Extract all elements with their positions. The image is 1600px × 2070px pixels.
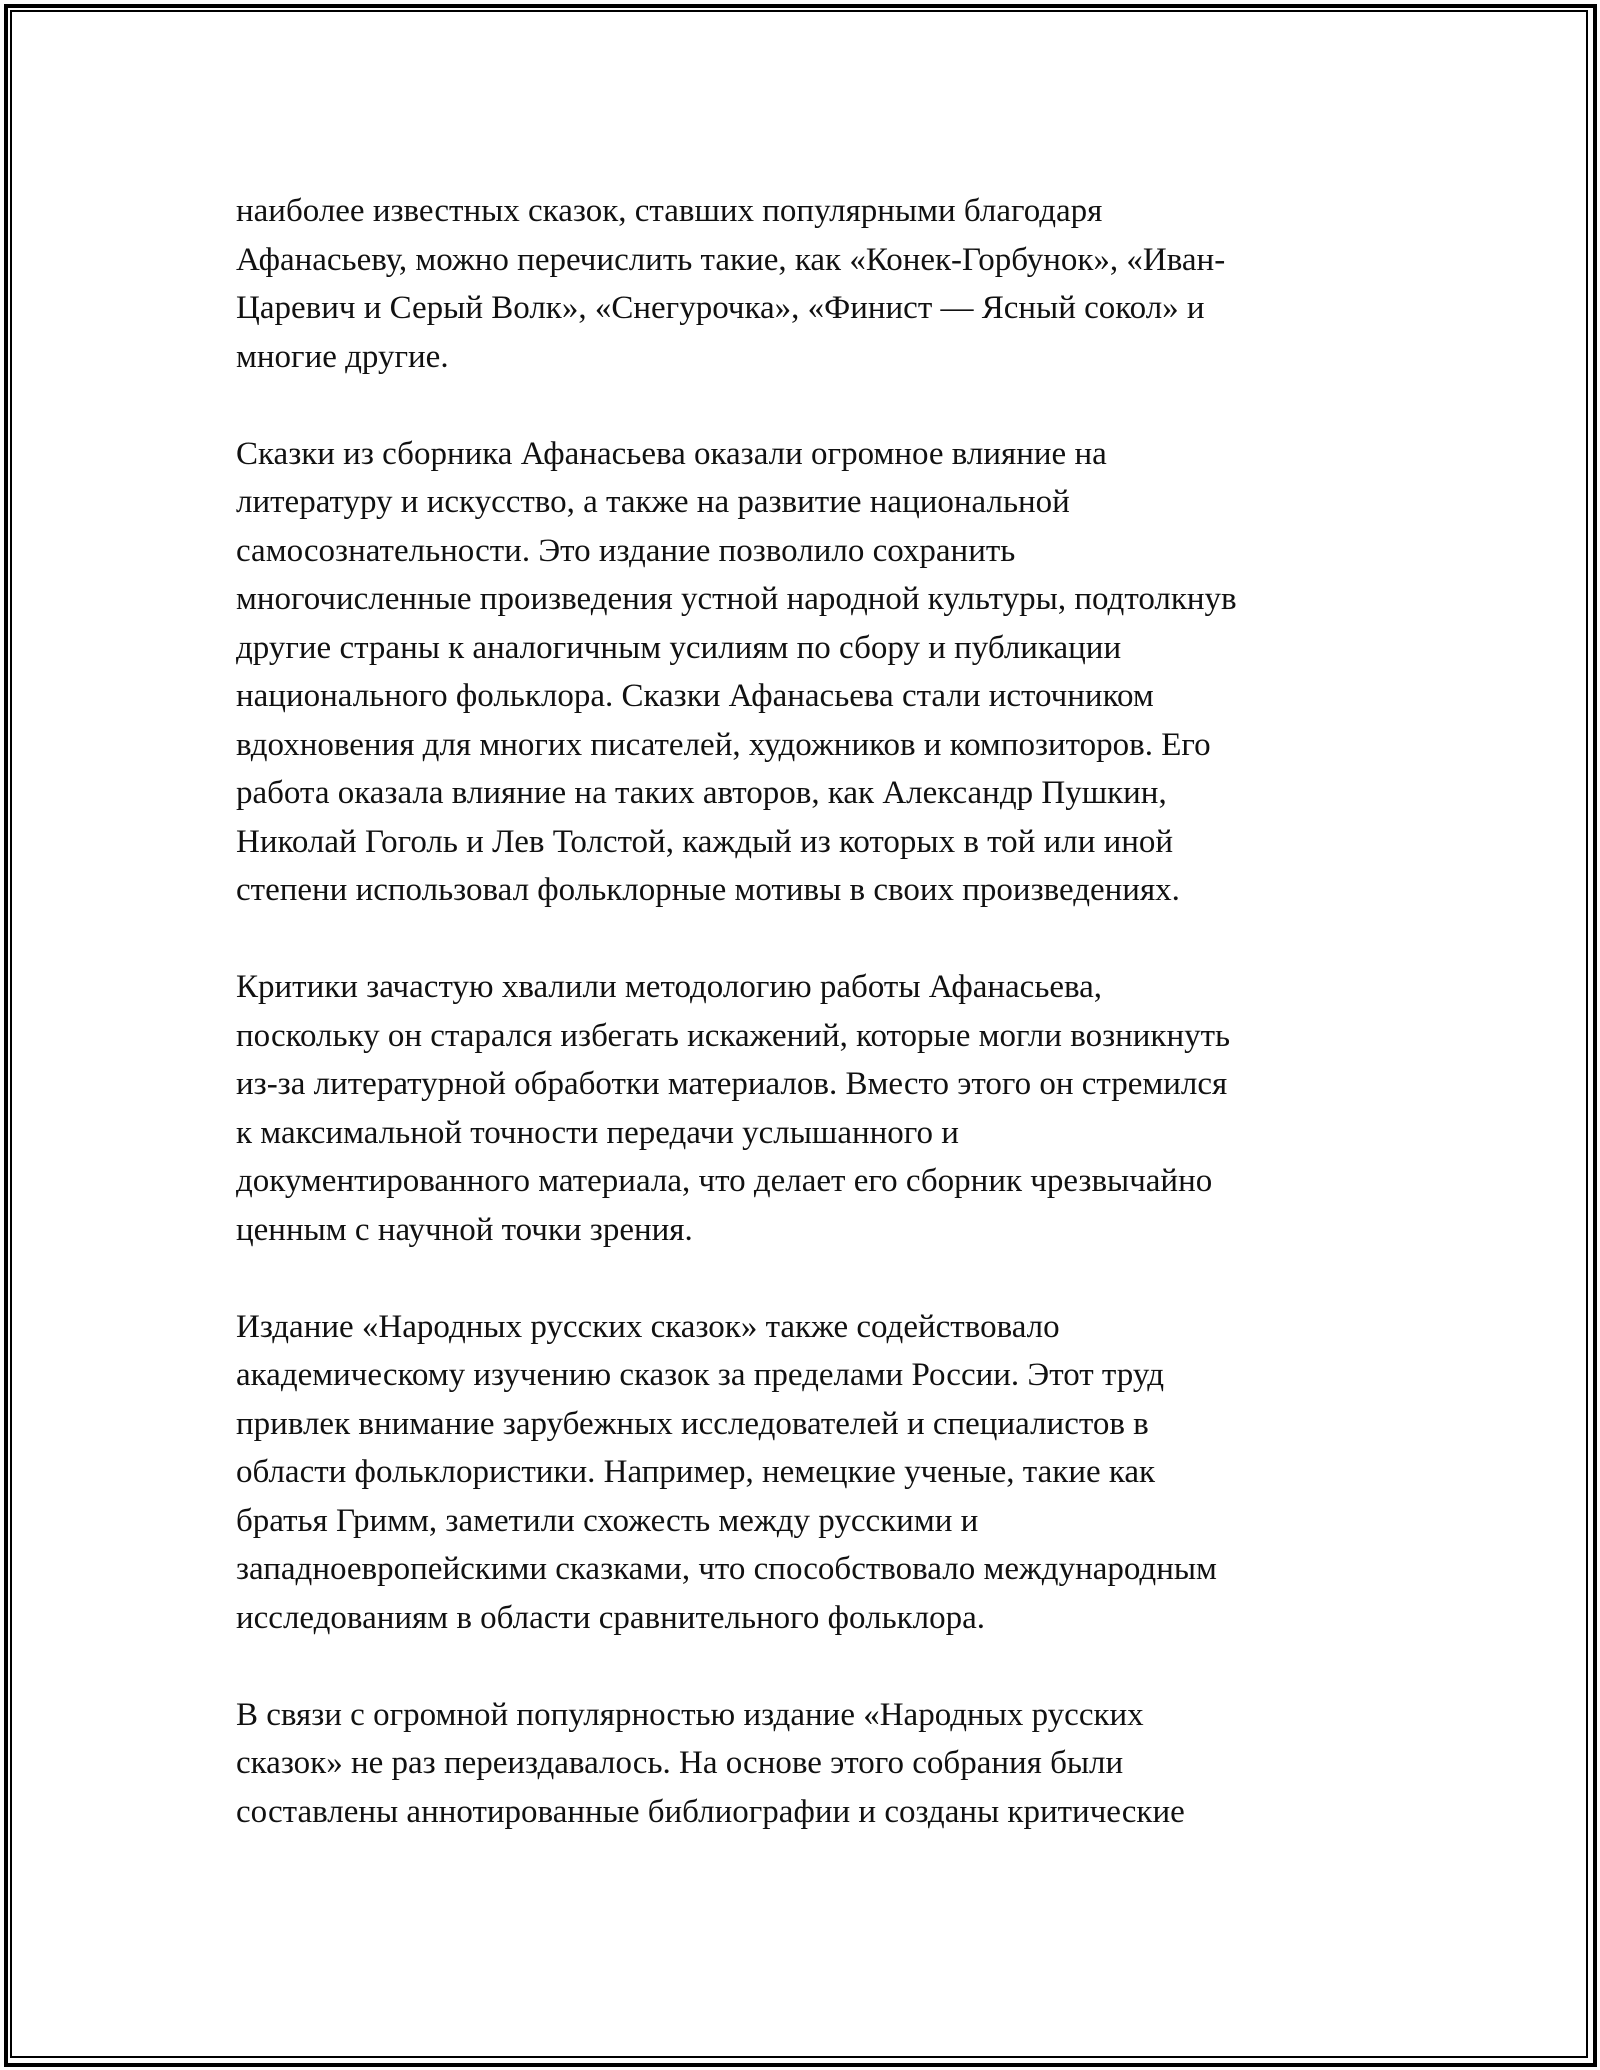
text-line: Сказки из сборника Афанасьева оказали огромное влияние на (236, 435, 1107, 472)
text-line: привлек внимание зарубежных исследователей и специалистов в (236, 1405, 1149, 1442)
text-line: В связи с огромной популярностью издание «Народных русских (236, 1696, 1144, 1733)
text-line: ценным с научной точки зрения. (236, 1211, 693, 1248)
paragraph-spacer (236, 381, 1366, 430)
paragraph-spacer (236, 1642, 1366, 1691)
document-body (236, 187, 1366, 1836)
text-line: национального фольклора. Сказки Афанасьева стали источником (236, 678, 1154, 714)
text-line: братья Гримм, заметили схожесть между русскими и (236, 1502, 979, 1539)
text-line: литературу и искусство, а также на развитие национальной (236, 484, 1070, 520)
text-line: многие другие. (236, 338, 449, 375)
text-line: области фольклористики. Например, немецкие ученые, такие как (236, 1454, 1156, 1490)
text-line: исследованиям в области сравнительного фольклора. (236, 1599, 986, 1636)
text-line: степени использовал фольклорные мотивы в своих произведениях. (236, 872, 1180, 908)
text-line: вдохновения для многих писателей, художников и композиторов. Его (236, 726, 1211, 763)
text-line: академическому изучению сказок за пределами России. Этот труд (236, 1357, 1165, 1393)
text-line: поскольку он старался избегать искажений, которые могли возникнуть (236, 1017, 1231, 1054)
paragraph-1 (236, 187, 1366, 381)
text-line: Николай Гоголь и Лев Толстой, каждый из которых в той или иной (236, 823, 1174, 860)
text-line: к максимальной точности передачи услышанного и (236, 1114, 959, 1151)
text-line: наиболее известных сказок, ставших популярными благодаря (236, 193, 1103, 229)
text-line: Издание «Народных русских сказок» также содействовало (236, 1308, 1060, 1345)
text-line: Царевич и Серый Волк», «Снегурочка», «Финист — Ясный сокол» и (236, 290, 1205, 326)
text-line: другие страны к аналогичным усилиям по сбору и публикации (236, 629, 1122, 666)
text-line: многочисленные произведения устной народной культуры, подтолкнув (236, 581, 1237, 617)
text-line: составлены аннотированные библиографии и созданы критические (236, 1793, 1185, 1830)
paragraph-spacer (236, 915, 1366, 964)
text-line: из-за литературной обработки материалов. Вместо этого он стремился (236, 1066, 1228, 1102)
text-line: Афанасьеву, можно перечислить такие, как «Конек-Горбунок», «Иван- (236, 241, 1226, 278)
text-line: западноевропейскими сказками, что способствовало международным (236, 1551, 1217, 1587)
text-line: Критики зачастую хвалили методологию работы Афанасьева, (236, 969, 1103, 1005)
text-line: сказок» не раз переиздавалось. На основе этого собрания были (236, 1745, 1124, 1781)
text-line: самосознательности. Это издание позволило сохранить (236, 532, 1016, 569)
paragraph-4 (236, 1303, 1366, 1643)
paragraph-5 (236, 1691, 1366, 1837)
paragraph-spacer (236, 1254, 1366, 1303)
paragraph-2 (236, 430, 1366, 915)
text-line: документированного материала, что делает его сборник чрезвычайно (236, 1163, 1213, 1199)
text-line: работа оказала влияние на таких авторов, как Александр Пушкин, (236, 775, 1167, 811)
paragraph-3 (236, 963, 1366, 1254)
